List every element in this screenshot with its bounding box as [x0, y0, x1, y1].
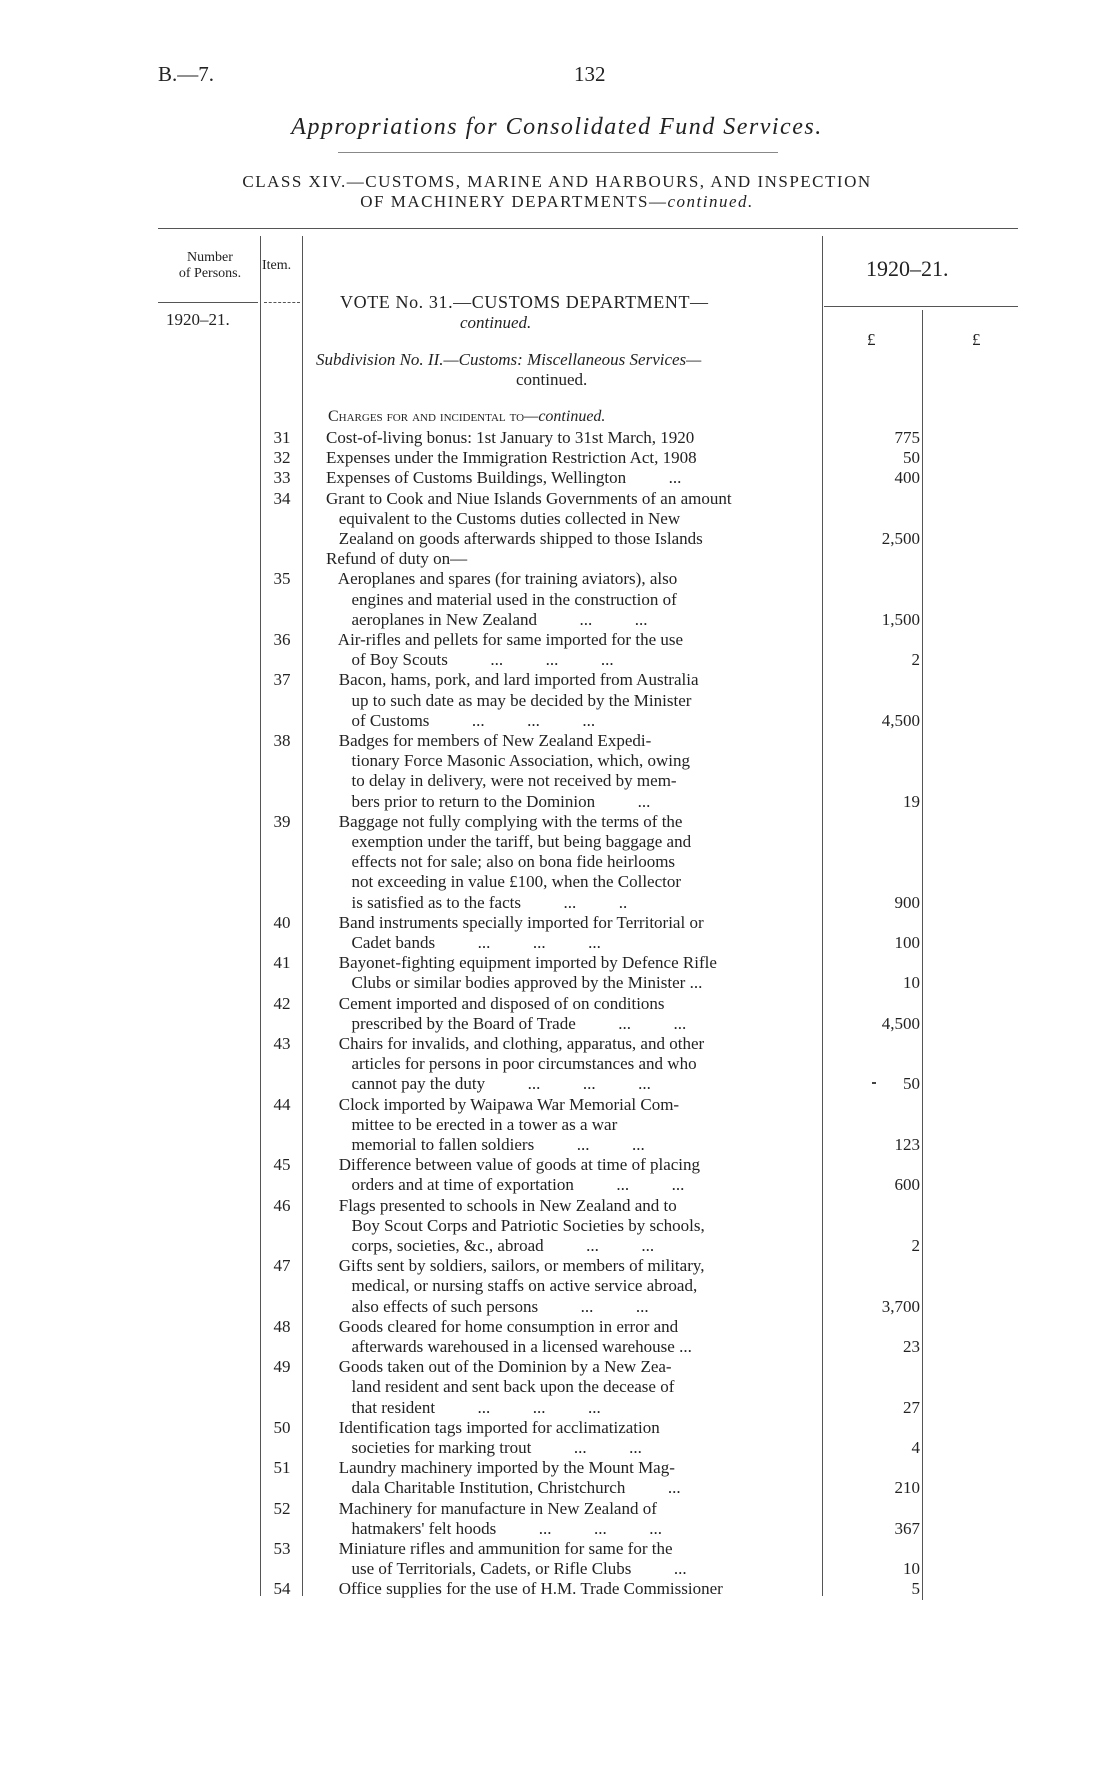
item-amount: 123 — [894, 1134, 920, 1154]
item-description-line: exemption under the tariff, but being baggage and — [326, 831, 692, 851]
item-number: 44 — [273, 1094, 291, 1114]
item-description-line: Cement imported and disposed of on conditions — [326, 993, 665, 1013]
item-header: Item. — [262, 258, 292, 273]
item-description — [326, 670, 814, 731]
item-description-line: articles for persons in poor circumstances and who — [326, 1054, 697, 1074]
item-description-line: prescribed by the Board of Trade ... ... — [326, 1013, 687, 1033]
pound-symbol-total-column: £ — [972, 330, 981, 349]
item-row-33 — [0, 468, 1114, 488]
item-amount: 5 — [911, 1579, 920, 1599]
item-description-line: Flags presented to schools in New Zealand and to — [326, 1195, 677, 1215]
pound-symbol-item-column: £ — [867, 330, 876, 349]
item-amount: 210 — [894, 1478, 920, 1498]
item-row-36 — [0, 630, 1114, 670]
item-description-line: engines and material used in the construction of — [326, 589, 677, 609]
item-description — [326, 1256, 814, 1317]
item-description-line: that resident ... ... ... — [326, 1397, 601, 1417]
item-number: 40 — [273, 912, 291, 932]
item-description — [326, 953, 814, 993]
item-description — [326, 468, 814, 488]
item-description-line: Bayonet-fighting equipment imported by Defence Rifle — [326, 953, 717, 973]
class-heading-line1: CLASS XIV.—CUSTOMS, MARINE AND HARBOURS, AND INSPECTION — [242, 172, 872, 191]
item-number: 49 — [273, 1357, 291, 1377]
item-description-line: Refund of duty on— — [326, 549, 468, 569]
item-row-41 — [0, 953, 1114, 993]
item-description-line: Cadet bands ... ... ... — [326, 932, 601, 952]
item-amount: 600 — [894, 1175, 920, 1195]
item-description-line: effects not for sale; also on bona fide heirlooms — [326, 852, 676, 872]
item-row-53 — [0, 1539, 1114, 1579]
item-number: 31 — [273, 428, 291, 447]
item-number: 52 — [273, 1498, 291, 1518]
item-description — [326, 448, 814, 468]
item-description-line: hatmakers' felt hoods ... ... ... — [326, 1518, 662, 1538]
item-amount: 10 — [903, 973, 920, 993]
item-description-line: societies for marking trout ... ... — [326, 1437, 642, 1457]
item-row-49 — [0, 1357, 1114, 1418]
item-description — [326, 489, 814, 550]
item-amount: 2 — [911, 1235, 920, 1255]
item-description-line: medical, or nursing staffs on active service abroad, — [326, 1276, 698, 1296]
item-description-line: not exceeding in value £100, when the Collector — [326, 872, 682, 892]
number-of-persons-line2: of Persons. — [178, 266, 242, 281]
item-row-31 — [0, 428, 1114, 448]
item-amount: 2,500 — [881, 528, 920, 548]
item-description-line: Difference between value of goods at time of placing — [326, 1155, 701, 1175]
item-amount: 4,500 — [881, 710, 920, 730]
item-row-50 — [0, 1418, 1114, 1458]
item-description-line: aeroplanes in New Zealand ... ... — [326, 609, 648, 629]
item-description-line: Bacon, hams, pork, and lard imported from Australia — [326, 670, 699, 690]
class-heading-line2-main: OF MACHINERY DEPARTMENTS— — [360, 192, 668, 211]
item-number: 43 — [273, 1034, 291, 1053]
item-row-34 — [0, 489, 1114, 550]
item-number: 54 — [273, 1579, 291, 1599]
item-description — [326, 1095, 814, 1156]
item-description-line: Goods cleared for home consumption in error and — [326, 1316, 679, 1336]
item-number: 47 — [273, 1256, 291, 1276]
number-of-persons-header — [160, 250, 260, 282]
item-description — [326, 1034, 814, 1095]
item-description-line: tionary Force Masonic Association, which, owing — [326, 751, 691, 771]
class-heading-line2 — [0, 192, 1114, 212]
item-description-line: Baggage not fully complying with the terms of the — [326, 811, 683, 831]
item-number: 46 — [273, 1195, 291, 1215]
item-amount: 775 — [894, 428, 920, 447]
item-amount: 4 — [911, 1437, 920, 1457]
item-description-line: memorial to fallen soldiers ... ... — [326, 1134, 645, 1154]
item-row-38 — [0, 731, 1114, 812]
item-row-43 — [0, 1034, 1114, 1095]
persons-year-label: 1920–21. — [166, 310, 230, 329]
number-of-persons-line1: Number — [187, 250, 233, 265]
item-description-line: orders and at time of exportation ... ... — [326, 1175, 685, 1195]
item-amount: 10 — [903, 1559, 920, 1579]
item-row-35 — [0, 569, 1114, 630]
item-amount: 3,700 — [881, 1296, 920, 1316]
item-number: 37 — [273, 670, 291, 690]
item-description-line: Expenses under the Immigration Restriction Act, 1908 — [326, 448, 697, 468]
item-description — [326, 1317, 814, 1357]
item-description — [326, 731, 814, 812]
item-description — [326, 1539, 814, 1579]
item-description-line: of Boy Scouts ... ... ... — [326, 650, 614, 670]
class-heading-continued: continued. — [667, 192, 754, 211]
item-description-line: Boy Scout Corps and Patriotic Societies by schools, — [326, 1215, 705, 1235]
amount-header-rule — [824, 306, 1018, 307]
page-title: Appropriations for Consolidated Fund Services. — [291, 114, 823, 140]
item-amount: 23 — [903, 1336, 920, 1356]
item-description — [326, 1579, 814, 1599]
item-description-line: Aeroplanes and spares (for training aviators), also — [326, 569, 678, 589]
year-header: 1920–21. — [866, 256, 949, 281]
item-description-line: Expenses of Customs Buildings, Wellington ... — [326, 468, 682, 488]
item-description-line: Miniature rifles and ammunition for same for the — [326, 1539, 673, 1558]
item-number: 53 — [273, 1539, 291, 1558]
item-description-line: cannot pay the duty ... ... ... — [326, 1074, 651, 1094]
item-amount: 50 — [903, 1074, 920, 1094]
item-amount: 100 — [894, 932, 920, 952]
item-number: 50 — [273, 1417, 291, 1437]
item-description-line: to delay in delivery, were not received by mem- — [326, 771, 677, 791]
item-description-line: equivalent to the Customs duties collected in New — [326, 508, 681, 528]
item-description — [326, 428, 814, 448]
persons-header-rule — [158, 302, 258, 303]
item-description-line: Cost-of-living bonus: 1st January to 31st March, 1920 — [326, 428, 695, 447]
document-reference: B.—7. — [158, 62, 215, 86]
item-number: 34 — [273, 488, 291, 508]
item-number: 32 — [273, 448, 291, 468]
item-amount: 2 — [911, 650, 920, 670]
item-row-32 — [0, 448, 1114, 468]
item-description — [326, 913, 814, 953]
item-description-line: Machinery for manufacture in New Zealand of — [326, 1498, 657, 1518]
item-description-line: bers prior to return to the Dominion ... — [326, 791, 651, 811]
item-row-45 — [0, 1155, 1114, 1195]
item-description-line: Clock imported by Waipawa War Memorial Com- — [326, 1094, 680, 1114]
item-number: 48 — [273, 1316, 291, 1336]
charges-heading-text: Charges for and incidental to — [328, 408, 525, 425]
item-description-line: also effects of such persons ... ... — [326, 1296, 649, 1316]
item-amount: 1,500 — [881, 609, 920, 629]
item-description — [326, 1458, 814, 1498]
item-description-line: of Customs ... ... ... — [326, 710, 596, 730]
item-number: 41 — [273, 953, 291, 973]
item-row-51 — [0, 1458, 1114, 1498]
table-top-rule — [158, 228, 1018, 229]
item-description — [326, 1418, 814, 1458]
item-description — [326, 1357, 814, 1418]
item-row-48 — [0, 1317, 1114, 1357]
item-number: 42 — [273, 993, 291, 1013]
item-row-52 — [0, 1499, 1114, 1539]
item-amount: 4,500 — [881, 1013, 920, 1033]
title-rule — [338, 152, 778, 153]
charges-heading-continued: —continued. — [524, 408, 606, 425]
item-number: 45 — [273, 1155, 291, 1175]
item-row-37 — [0, 670, 1114, 731]
item-amount: 27 — [903, 1397, 920, 1417]
item-row-40 — [0, 913, 1114, 953]
item-description-line: dala Charitable Institution, Christchurch ... — [326, 1478, 681, 1498]
stray-mark — [872, 1082, 876, 1084]
item-description-line: mittee to be erected in a tower as a war — [326, 1114, 618, 1134]
class-heading — [0, 172, 1114, 212]
item-number: 51 — [273, 1458, 291, 1478]
item-number: 33 — [273, 468, 291, 488]
item-number: 39 — [273, 811, 291, 831]
item-description-line: Gifts sent by soldiers, sailors, or members of military, — [326, 1256, 705, 1276]
item-description — [326, 569, 814, 630]
item-description-line: up to such date as may be decided by the Minister — [326, 690, 692, 710]
vote-title: VOTE No. 31.—CUSTOMS DEPARTMENT— — [340, 292, 709, 312]
subdivision-continued: continued. — [516, 370, 588, 389]
item-description-line: Air-rifles and pellets for same imported for the use — [326, 630, 684, 649]
item-description-line: afterwards warehoused in a licensed warehouse ... — [326, 1336, 692, 1356]
item-description — [326, 1499, 814, 1539]
page-number: 132 — [574, 62, 606, 86]
item-amount: 400 — [894, 468, 920, 488]
refund-heading-row — [0, 549, 1114, 569]
item-row-42 — [0, 994, 1114, 1034]
item-description-line: Identification tags imported for acclimatization — [326, 1417, 660, 1437]
item-row-44 — [0, 1095, 1114, 1156]
item-description — [326, 1196, 814, 1257]
item-description-line: Chairs for invalids, and clothing, apparatus, and other — [326, 1034, 705, 1053]
item-description-line: Grant to Cook and Niue Islands Governments of an amount — [326, 488, 732, 508]
item-description-line: land resident and sent back upon the decease of — [326, 1377, 675, 1397]
item-description-line: Office supplies for the use of H.M. Trade Commissioner — [326, 1579, 723, 1599]
item-amount: 19 — [903, 791, 920, 811]
vote-continued: continued. — [460, 313, 532, 332]
item-row-39 — [0, 812, 1114, 913]
item-description-line: Clubs or similar bodies approved by the Minister ... — [326, 973, 703, 993]
subdivision-title: Subdivision No. II.—Customs: Miscellaneous Services— — [316, 350, 702, 369]
item-amount: 367 — [894, 1518, 920, 1538]
item-row-47 — [0, 1256, 1114, 1317]
item-description-line: use of Territorials, Cadets, or Rifle Clubs ... — [326, 1559, 687, 1579]
item-amount: 50 — [903, 448, 920, 468]
item-header-rule — [264, 302, 300, 303]
charges-heading — [328, 408, 605, 426]
item-description — [326, 994, 814, 1034]
item-description-line: Badges for members of New Zealand Expedi- — [326, 731, 652, 750]
item-amount: 900 — [894, 892, 920, 912]
item-description-line: Goods taken out of the Dominion by a New Zea- — [326, 1357, 672, 1377]
item-number: 35 — [273, 569, 291, 589]
item-number: 38 — [273, 731, 291, 750]
item-description — [326, 549, 814, 569]
item-number: 36 — [273, 630, 291, 649]
item-description-line: corps, societies, &c., abroad ... ... — [326, 1235, 655, 1255]
item-description-line: is satisfied as to the facts ... .. — [326, 892, 628, 912]
item-description — [326, 1155, 814, 1195]
item-description — [326, 630, 814, 670]
item-row-54 — [0, 1579, 1114, 1599]
item-description-line: Band instruments specially imported for Territorial or — [326, 912, 704, 932]
item-row-46 — [0, 1196, 1114, 1257]
item-description-line: Zealand on goods afterwards shipped to those Islands — [326, 528, 703, 548]
item-description-line: Laundry machinery imported by the Mount Mag- — [326, 1458, 675, 1478]
item-description — [326, 812, 814, 913]
